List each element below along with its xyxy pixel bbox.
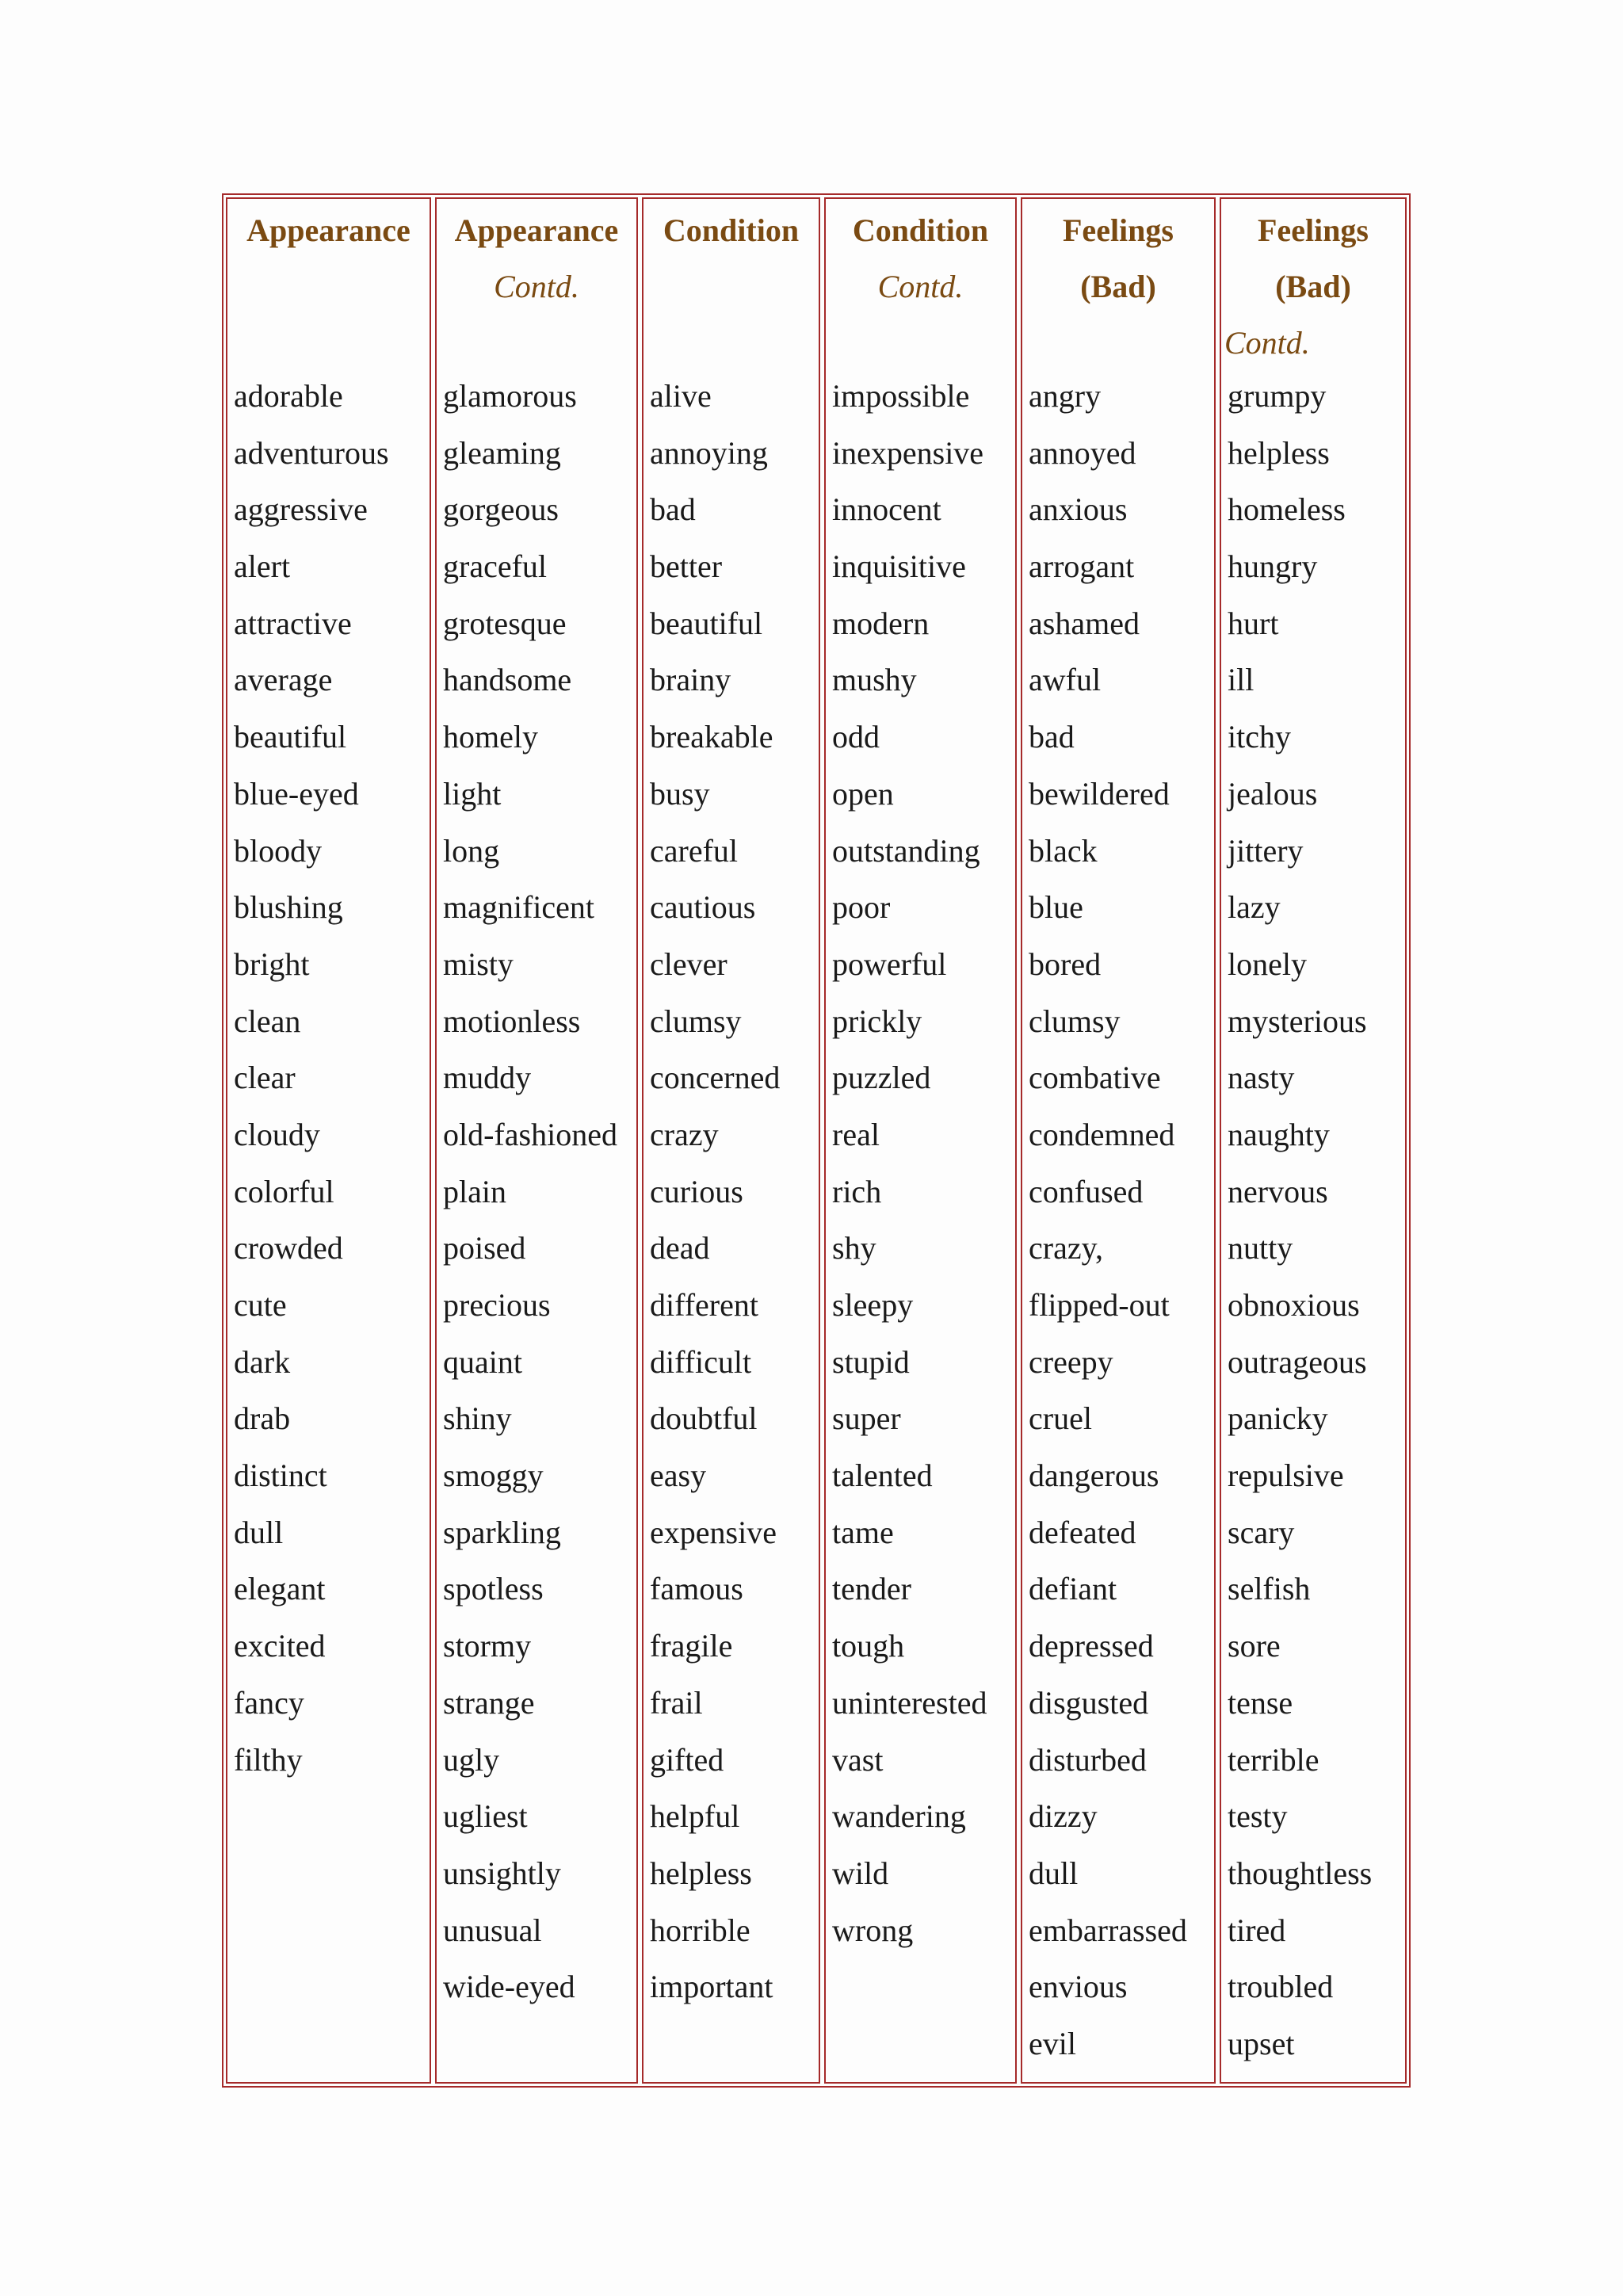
word-item: alert: [234, 548, 291, 585]
word-item: depressed: [1029, 1628, 1154, 1664]
word-item: testy: [1228, 1798, 1288, 1835]
word-item: fancy: [234, 1684, 304, 1721]
word-item: sleepy: [832, 1287, 914, 1323]
word-item: tame: [832, 1514, 894, 1550]
word-item: bewildered: [1029, 775, 1170, 812]
word-item: easy: [650, 1457, 707, 1494]
word-item: crowded: [234, 1230, 343, 1266]
word-item: colorful: [234, 1173, 334, 1209]
word-item: drab: [234, 1400, 291, 1437]
word-item: ugliest: [443, 1798, 528, 1835]
word-item: flipped-out: [1029, 1287, 1170, 1323]
word-item: better: [650, 548, 723, 585]
column-header: [437, 199, 636, 368]
word-item: jealous: [1228, 775, 1318, 812]
word-list: [1022, 368, 1214, 2073]
word-item: tender: [832, 1571, 911, 1607]
column-header: [1221, 199, 1405, 368]
word-item: condemned: [1029, 1116, 1175, 1152]
word-item: mysterious: [1228, 1003, 1367, 1039]
word-item: blue-eyed: [234, 775, 359, 812]
word-item: panicky: [1228, 1400, 1328, 1437]
word-item: beautiful: [650, 605, 763, 641]
word-item: poised: [443, 1230, 526, 1266]
word-item: cautious: [650, 889, 756, 926]
column-title: Feelings: [1258, 212, 1369, 248]
word-list: [1221, 368, 1405, 2073]
word-item: helpless: [1228, 434, 1330, 471]
word-item: dangerous: [1029, 1457, 1159, 1494]
word-item: naughty: [1228, 1116, 1330, 1152]
word-item: important: [650, 1969, 773, 2005]
word-item: busy: [650, 775, 710, 812]
word-item: magnificent: [443, 889, 595, 926]
word-item: fragile: [650, 1628, 733, 1664]
word-item: wandering: [832, 1798, 966, 1835]
word-item: disgusted: [1029, 1684, 1149, 1721]
word-item: impossible: [832, 378, 970, 414]
word-item: clean: [234, 1003, 301, 1039]
word-item: thoughtless: [1228, 1855, 1373, 1891]
column-subtitle: Contd.: [877, 269, 964, 304]
column-subtitle: Contd.: [494, 269, 579, 304]
word-list: [826, 368, 1015, 1958]
word-item: outstanding: [832, 832, 980, 869]
word-item: clear: [234, 1060, 296, 1096]
adjective-table: [222, 193, 1411, 2088]
word-item: frail: [650, 1684, 703, 1721]
word-item: crazy,: [1029, 1230, 1103, 1266]
word-item: old-fashioned: [443, 1116, 617, 1152]
word-item: blue: [1029, 889, 1083, 926]
word-item: clever: [650, 946, 727, 982]
column-header: [1022, 199, 1214, 368]
word-item: famous: [650, 1571, 743, 1607]
word-item: muddy: [443, 1060, 532, 1096]
word-item: wrong: [832, 1912, 914, 1948]
word-item: stupid: [832, 1343, 910, 1380]
word-item: bright: [234, 946, 310, 982]
word-item: precious: [443, 1287, 551, 1323]
word-item: curious: [650, 1173, 743, 1209]
word-item: hungry: [1228, 548, 1318, 585]
column-title: Appearance: [454, 212, 619, 248]
word-item: lazy: [1228, 889, 1281, 926]
word-item: super: [832, 1400, 901, 1437]
word-item: crazy: [650, 1116, 719, 1152]
word-item: excited: [234, 1628, 326, 1664]
word-item: dull: [234, 1514, 284, 1550]
word-item: nervous: [1228, 1173, 1328, 1209]
column-appearance: [226, 197, 431, 2084]
column-note: Contd.: [1224, 325, 1310, 361]
word-item: odd: [832, 719, 880, 755]
word-item: modern: [832, 605, 930, 641]
word-item: stormy: [443, 1628, 532, 1664]
word-item: shiny: [443, 1400, 512, 1437]
word-item: inexpensive: [832, 434, 984, 471]
word-item: bored: [1029, 946, 1102, 982]
word-item: cute: [234, 1287, 287, 1323]
word-item: glamorous: [443, 378, 577, 414]
column-condition: [642, 197, 820, 2084]
word-item: adventurous: [234, 434, 389, 471]
word-item: blushing: [234, 889, 343, 926]
word-item: puzzled: [832, 1060, 931, 1096]
word-item: powerful: [832, 946, 947, 982]
word-item: evil: [1029, 2025, 1076, 2061]
word-item: ill: [1228, 662, 1254, 698]
column-subtitle: (Bad): [1080, 269, 1156, 304]
word-item: beautiful: [234, 719, 347, 755]
word-item: gleaming: [443, 434, 561, 471]
word-item: spotless: [443, 1571, 544, 1607]
word-item: open: [832, 775, 894, 812]
word-item: grotesque: [443, 605, 567, 641]
word-item: doubtful: [650, 1400, 758, 1437]
word-item: plain: [443, 1173, 506, 1209]
column-title: Condition: [852, 212, 989, 248]
word-item: innocent: [832, 491, 941, 528]
column-condition-contd: [824, 197, 1017, 2084]
column-header: [826, 199, 1015, 368]
word-list: [643, 368, 819, 2015]
word-item: misty: [443, 946, 514, 982]
word-item: distinct: [234, 1457, 327, 1494]
word-item: scary: [1228, 1514, 1295, 1550]
column-title: Appearance: [246, 212, 411, 248]
word-item: cruel: [1029, 1400, 1092, 1437]
word-item: helpless: [650, 1855, 752, 1891]
word-item: sparkling: [443, 1514, 561, 1550]
word-item: nasty: [1228, 1060, 1295, 1096]
word-item: vast: [832, 1741, 884, 1778]
word-item: dull: [1029, 1855, 1079, 1891]
word-item: troubled: [1228, 1969, 1334, 2005]
word-item: arrogant: [1029, 548, 1135, 585]
column-subtitle: (Bad): [1275, 269, 1351, 304]
word-item: prickly: [832, 1003, 922, 1039]
word-item: creepy: [1029, 1343, 1113, 1380]
word-item: alive: [650, 378, 712, 414]
word-item: talented: [832, 1457, 933, 1494]
word-item: sore: [1228, 1628, 1281, 1664]
word-item: smoggy: [443, 1457, 544, 1494]
column-header: [643, 199, 819, 368]
word-item: tired: [1228, 1912, 1286, 1948]
word-item: tough: [832, 1628, 905, 1664]
column-header: [227, 199, 430, 368]
word-item: bad: [1029, 719, 1075, 755]
word-item: attractive: [234, 605, 352, 641]
word-item: awful: [1029, 662, 1102, 698]
word-item: lonely: [1228, 946, 1307, 982]
word-item: nutty: [1228, 1230, 1293, 1266]
word-item: gifted: [650, 1741, 724, 1778]
word-item: difficult: [650, 1343, 752, 1380]
word-item: dead: [650, 1230, 710, 1266]
word-item: long: [443, 832, 500, 869]
column-appearance-contd: [435, 197, 638, 2084]
column-title: Feelings: [1063, 212, 1174, 248]
table-columns: [226, 197, 1407, 2084]
word-item: adorable: [234, 378, 343, 414]
word-item: black: [1029, 832, 1098, 869]
word-item: ashamed: [1029, 605, 1140, 641]
word-item: poor: [832, 889, 891, 926]
word-item: defeated: [1029, 1514, 1136, 1550]
word-item: confused: [1029, 1173, 1144, 1209]
word-item: graceful: [443, 548, 548, 585]
word-item: average: [234, 662, 333, 698]
word-item: different: [650, 1287, 758, 1323]
word-item: brainy: [650, 662, 731, 698]
word-item: quaint: [443, 1343, 522, 1380]
word-item: careful: [650, 832, 739, 869]
word-item: expensive: [650, 1514, 777, 1550]
word-item: dark: [234, 1343, 291, 1380]
word-item: motionless: [443, 1003, 581, 1039]
word-item: concerned: [650, 1060, 781, 1096]
word-item: terrible: [1228, 1741, 1319, 1778]
word-item: wide-eyed: [443, 1969, 575, 2005]
word-item: bad: [650, 491, 696, 528]
word-item: anxious: [1029, 491, 1128, 528]
word-item: defiant: [1029, 1571, 1117, 1607]
word-item: homely: [443, 719, 538, 755]
word-item: real: [832, 1116, 880, 1152]
word-item: horrible: [650, 1912, 750, 1948]
word-item: tense: [1228, 1684, 1293, 1721]
column-title: Condition: [663, 212, 800, 248]
word-item: combative: [1029, 1060, 1161, 1096]
word-item: mushy: [832, 662, 917, 698]
word-item: unusual: [443, 1912, 542, 1948]
word-item: strange: [443, 1684, 535, 1721]
word-item: shy: [832, 1230, 876, 1266]
word-item: ugly: [443, 1741, 500, 1778]
word-item: dizzy: [1029, 1798, 1098, 1835]
word-list: [227, 368, 430, 1788]
word-item: embarrassed: [1029, 1912, 1187, 1948]
word-item: itchy: [1228, 719, 1291, 755]
word-item: angry: [1029, 378, 1102, 414]
word-item: elegant: [234, 1571, 326, 1607]
word-item: unsightly: [443, 1855, 561, 1891]
word-item: disturbed: [1029, 1741, 1147, 1778]
word-item: homeless: [1228, 491, 1346, 528]
word-item: filthy: [234, 1741, 303, 1778]
word-item: hurt: [1228, 605, 1279, 641]
word-item: outrageous: [1228, 1343, 1367, 1380]
column-feelings-bad-contd: [1220, 197, 1407, 2084]
word-item: annoying: [650, 434, 768, 471]
word-item: upset: [1228, 2025, 1295, 2061]
word-item: inquisitive: [832, 548, 966, 585]
word-item: selfish: [1228, 1571, 1311, 1607]
word-item: wild: [832, 1855, 889, 1891]
word-item: cloudy: [234, 1116, 320, 1152]
word-item: jittery: [1228, 832, 1304, 869]
word-item: gorgeous: [443, 491, 559, 528]
word-item: annoyed: [1029, 434, 1136, 471]
word-item: aggressive: [234, 491, 368, 528]
word-item: obnoxious: [1228, 1287, 1360, 1323]
word-item: helpful: [650, 1798, 740, 1835]
word-item: rich: [832, 1173, 882, 1209]
word-item: grumpy: [1228, 378, 1327, 414]
word-item: clumsy: [650, 1003, 742, 1039]
word-item: clumsy: [1029, 1003, 1121, 1039]
word-item: uninterested: [832, 1684, 987, 1721]
word-item: bloody: [234, 832, 323, 869]
word-item: envious: [1029, 1969, 1128, 2005]
word-item: repulsive: [1228, 1457, 1344, 1494]
column-feelings-bad: [1021, 197, 1216, 2084]
word-list: [437, 368, 636, 2015]
word-item: breakable: [650, 719, 773, 755]
word-item: light: [443, 775, 502, 812]
word-item: handsome: [443, 662, 572, 698]
